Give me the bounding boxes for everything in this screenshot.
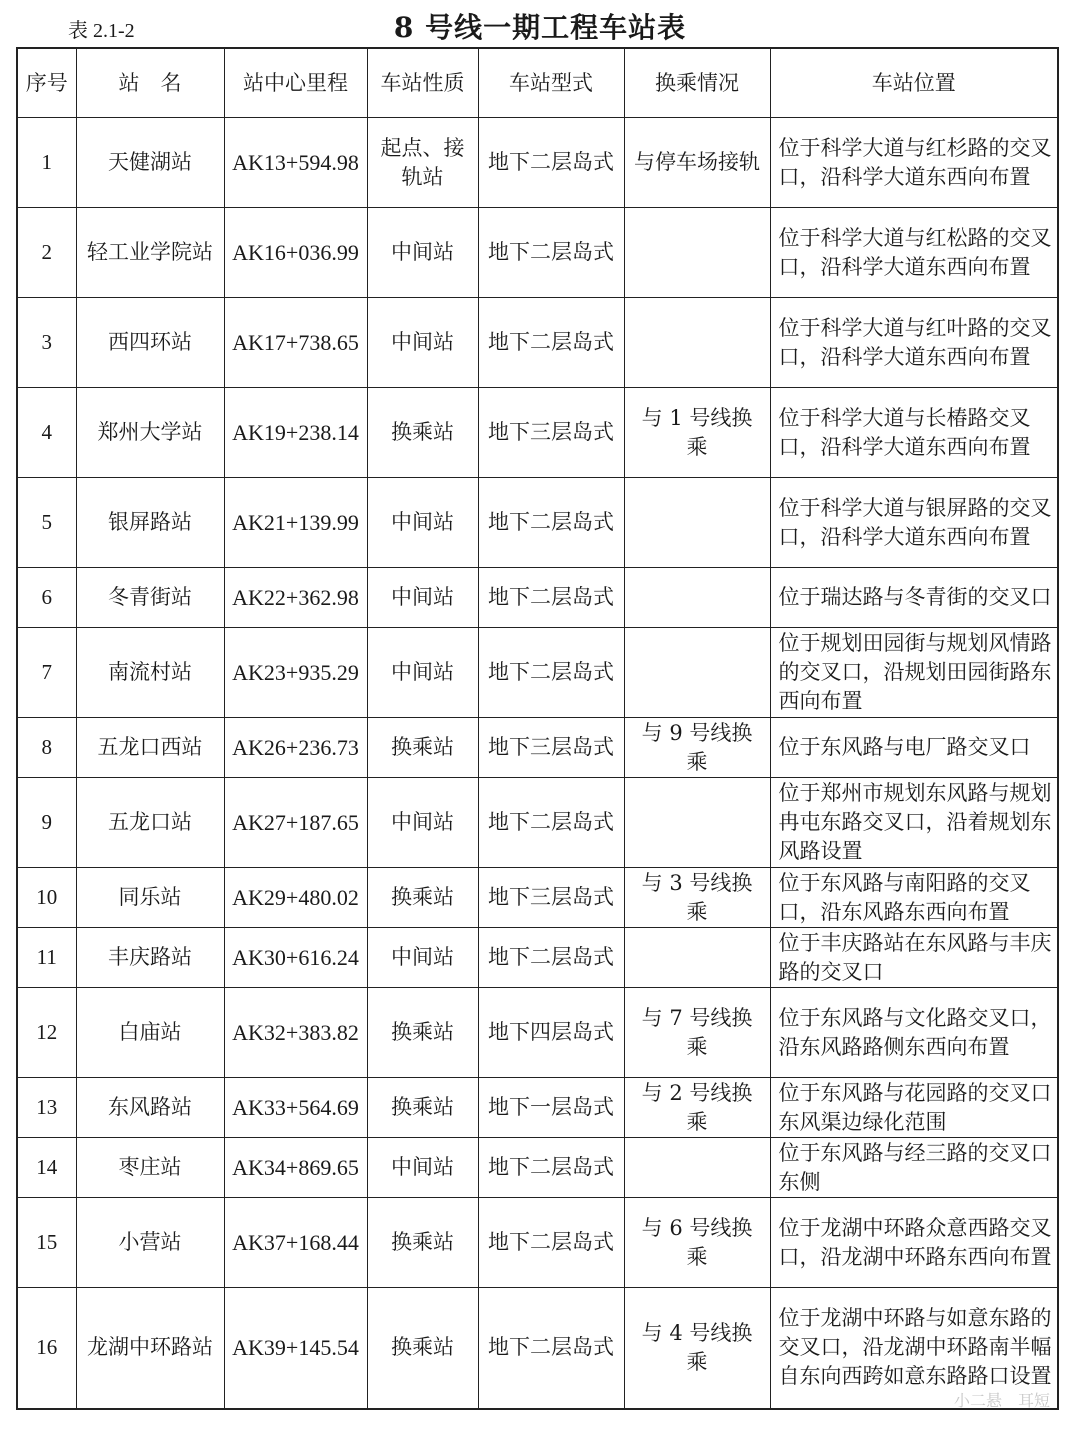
- station-location: 位于龙湖中环路众意西路交叉口，沿龙湖中环路东西向布置: [770, 1198, 1058, 1288]
- station-nature: 中间站: [367, 478, 478, 568]
- station-nature: 换乘站: [367, 1198, 478, 1288]
- header-type: 车站型式: [478, 48, 624, 118]
- station-transfer: 与 1 号线换乘: [624, 388, 770, 478]
- station-type: 地下三层岛式: [478, 868, 624, 928]
- station-mileage: AK33+564.69: [224, 1078, 367, 1138]
- station-type: 地下三层岛式: [478, 388, 624, 478]
- station-location: 位于龙湖中环路与如意东路的交叉口，沿龙湖中环路南半幅自东向西跨如意东路路口设置: [770, 1288, 1058, 1409]
- station-type: 地下二层岛式: [478, 208, 624, 298]
- station-name: 冬青街站: [76, 568, 224, 628]
- station-location: 位于东风路与文化路交叉口，沿东风路路侧东西向布置: [770, 988, 1058, 1078]
- station-location: 位于科学大道与红叶路的交叉口，沿科学大道东西向布置: [770, 298, 1058, 388]
- station-mileage: AK21+139.99: [224, 478, 367, 568]
- station-type: 地下二层岛式: [478, 928, 624, 988]
- station-mileage: AK13+594.98: [224, 118, 367, 208]
- station-location: 位于东风路与南阳路的交叉口，沿东风路东西向布置: [770, 868, 1058, 928]
- station-nature: 换乘站: [367, 868, 478, 928]
- station-mileage: AK19+238.14: [224, 388, 367, 478]
- station-mileage: AK16+036.99: [224, 208, 367, 298]
- row-number: 6: [17, 568, 76, 628]
- table-row: [17, 868, 1058, 928]
- station-type: 地下一层岛式: [478, 1078, 624, 1138]
- station-name: 五龙口站: [76, 778, 224, 868]
- table-row: [17, 388, 1058, 478]
- station-mileage: AK39+145.54: [224, 1288, 367, 1409]
- station-location: 位于丰庆路站在东风路与丰庆路的交叉口: [770, 928, 1058, 988]
- table-row: [17, 1288, 1058, 1409]
- row-number: 16: [17, 1288, 76, 1409]
- table-row: [17, 778, 1058, 868]
- station-transfer: [624, 298, 770, 388]
- table-row: [17, 1198, 1058, 1288]
- table-row: [17, 1078, 1058, 1138]
- table-row: [17, 568, 1058, 628]
- page-title: 8 号线一期工程车站表: [393, 11, 687, 44]
- station-name: 天健湖站: [76, 118, 224, 208]
- table-caption-label: 表 2.1-2: [68, 20, 135, 42]
- station-table: [16, 47, 1059, 1410]
- row-number: 1: [17, 118, 76, 208]
- station-mileage: AK27+187.65: [224, 778, 367, 868]
- station-nature: 起点、接轨站: [367, 118, 478, 208]
- station-name: 丰庆路站: [76, 928, 224, 988]
- station-nature: 换乘站: [367, 718, 478, 778]
- station-mileage: AK29+480.02: [224, 868, 367, 928]
- station-transfer: 与 4 号线换乘: [624, 1288, 770, 1409]
- station-location: 位于东风路与经三路的交叉口东侧: [770, 1138, 1058, 1198]
- station-name: 小营站: [76, 1198, 224, 1288]
- row-number: 14: [17, 1138, 76, 1198]
- station-type: 地下二层岛式: [478, 628, 624, 718]
- station-nature: 换乘站: [367, 988, 478, 1078]
- station-name: 东风路站: [76, 1078, 224, 1138]
- station-name: 郑州大学站: [76, 388, 224, 478]
- station-mileage: AK26+236.73: [224, 718, 367, 778]
- station-transfer: 与停车场接轨: [624, 118, 770, 208]
- table-row: [17, 298, 1058, 388]
- station-mileage: AK22+362.98: [224, 568, 367, 628]
- row-number: 7: [17, 628, 76, 718]
- station-type: 地下二层岛式: [478, 1138, 624, 1198]
- station-mileage: AK30+616.24: [224, 928, 367, 988]
- row-number: 11: [17, 928, 76, 988]
- header-row: [17, 48, 1058, 118]
- row-number: 8: [17, 718, 76, 778]
- station-nature: 换乘站: [367, 388, 478, 478]
- station-transfer: [624, 1138, 770, 1198]
- station-mileage: AK37+168.44: [224, 1198, 367, 1288]
- table-row: [17, 988, 1058, 1078]
- station-location: 位于科学大道与红松路的交叉口，沿科学大道东西向布置: [770, 208, 1058, 298]
- station-nature: 中间站: [367, 928, 478, 988]
- station-name: 银屏路站: [76, 478, 224, 568]
- table-row: [17, 208, 1058, 298]
- station-nature: 换乘站: [367, 1288, 478, 1409]
- station-nature: 中间站: [367, 568, 478, 628]
- station-transfer: 与 3 号线换乘: [624, 868, 770, 928]
- station-location: 位于东风路与电厂路交叉口: [770, 718, 1058, 778]
- station-transfer: [624, 778, 770, 868]
- station-location: 位于科学大道与红杉路的交叉口，沿科学大道东西向布置: [770, 118, 1058, 208]
- station-location: 位于科学大道与长椿路交叉口，沿科学大道东西向布置: [770, 388, 1058, 478]
- station-name: 轻工业学院站: [76, 208, 224, 298]
- row-number: 3: [17, 298, 76, 388]
- station-name: 白庙站: [76, 988, 224, 1078]
- station-type: 地下二层岛式: [478, 1198, 624, 1288]
- station-type: 地下二层岛式: [478, 568, 624, 628]
- station-type: 地下二层岛式: [478, 298, 624, 388]
- row-number: 4: [17, 388, 76, 478]
- station-nature: 中间站: [367, 1138, 478, 1198]
- row-number: 13: [17, 1078, 76, 1138]
- row-number: 15: [17, 1198, 76, 1288]
- station-location: 位于东风路与花园路的交叉口东风渠边绿化范围: [770, 1078, 1058, 1138]
- station-transfer: 与 9 号线换乘: [624, 718, 770, 778]
- row-number: 2: [17, 208, 76, 298]
- station-type: 地下二层岛式: [478, 1288, 624, 1409]
- header-nature: 车站性质: [367, 48, 478, 118]
- station-mileage: AK34+869.65: [224, 1138, 367, 1198]
- station-location: 位于规划田园街与规划风情路的交叉口，沿规划田园街路东西向布置: [770, 628, 1058, 718]
- header-location: 车站位置: [770, 48, 1058, 118]
- table-row: [17, 628, 1058, 718]
- station-name: 南流村站: [76, 628, 224, 718]
- station-mileage: AK32+383.82: [224, 988, 367, 1078]
- station-type: 地下四层岛式: [478, 988, 624, 1078]
- row-number: 12: [17, 988, 76, 1078]
- station-location: 位于科学大道与银屏路的交叉口，沿科学大道东西向布置: [770, 478, 1058, 568]
- station-mileage: AK17+738.65: [224, 298, 367, 388]
- station-nature: 中间站: [367, 778, 478, 868]
- station-transfer: [624, 928, 770, 988]
- table-row: [17, 118, 1058, 208]
- station-transfer: [624, 478, 770, 568]
- station-name: 五龙口西站: [76, 718, 224, 778]
- header-mileage: 站中心里程: [224, 48, 367, 118]
- row-number: 9: [17, 778, 76, 868]
- table-row: [17, 718, 1058, 778]
- header-transfer: 换乘情况: [624, 48, 770, 118]
- station-location: 位于瑞达路与冬青街的交叉口: [770, 568, 1058, 628]
- station-nature: 中间站: [367, 208, 478, 298]
- table-row: [17, 928, 1058, 988]
- watermark: 小二悬 耳短: [953, 1391, 1050, 1410]
- header-no: 序号: [17, 48, 76, 118]
- table-row: [17, 1138, 1058, 1198]
- station-type: 地下三层岛式: [478, 718, 624, 778]
- station-type: 地下二层岛式: [478, 118, 624, 208]
- station-nature: 中间站: [367, 628, 478, 718]
- station-transfer: 与 2 号线换乘: [624, 1078, 770, 1138]
- station-mileage: AK23+935.29: [224, 628, 367, 718]
- station-name: 西四环站: [76, 298, 224, 388]
- station-transfer: [624, 208, 770, 298]
- row-number: 5: [17, 478, 76, 568]
- station-transfer: [624, 568, 770, 628]
- station-name: 枣庄站: [76, 1138, 224, 1198]
- station-transfer: [624, 628, 770, 718]
- station-nature: 中间站: [367, 298, 478, 388]
- station-transfer: 与 6 号线换乘: [624, 1198, 770, 1288]
- station-name: 同乐站: [76, 868, 224, 928]
- station-type: 地下二层岛式: [478, 478, 624, 568]
- row-number: 10: [17, 868, 76, 928]
- station-transfer: 与 7 号线换乘: [624, 988, 770, 1078]
- station-nature: 换乘站: [367, 1078, 478, 1138]
- header-name: 站 名: [76, 48, 224, 118]
- station-location: 位于郑州市规划东风路与规划冉屯东路交叉口，沿着规划东风路设置: [770, 778, 1058, 868]
- table-row: [17, 478, 1058, 568]
- station-name: 龙湖中环路站: [76, 1288, 224, 1409]
- station-type: 地下二层岛式: [478, 778, 624, 868]
